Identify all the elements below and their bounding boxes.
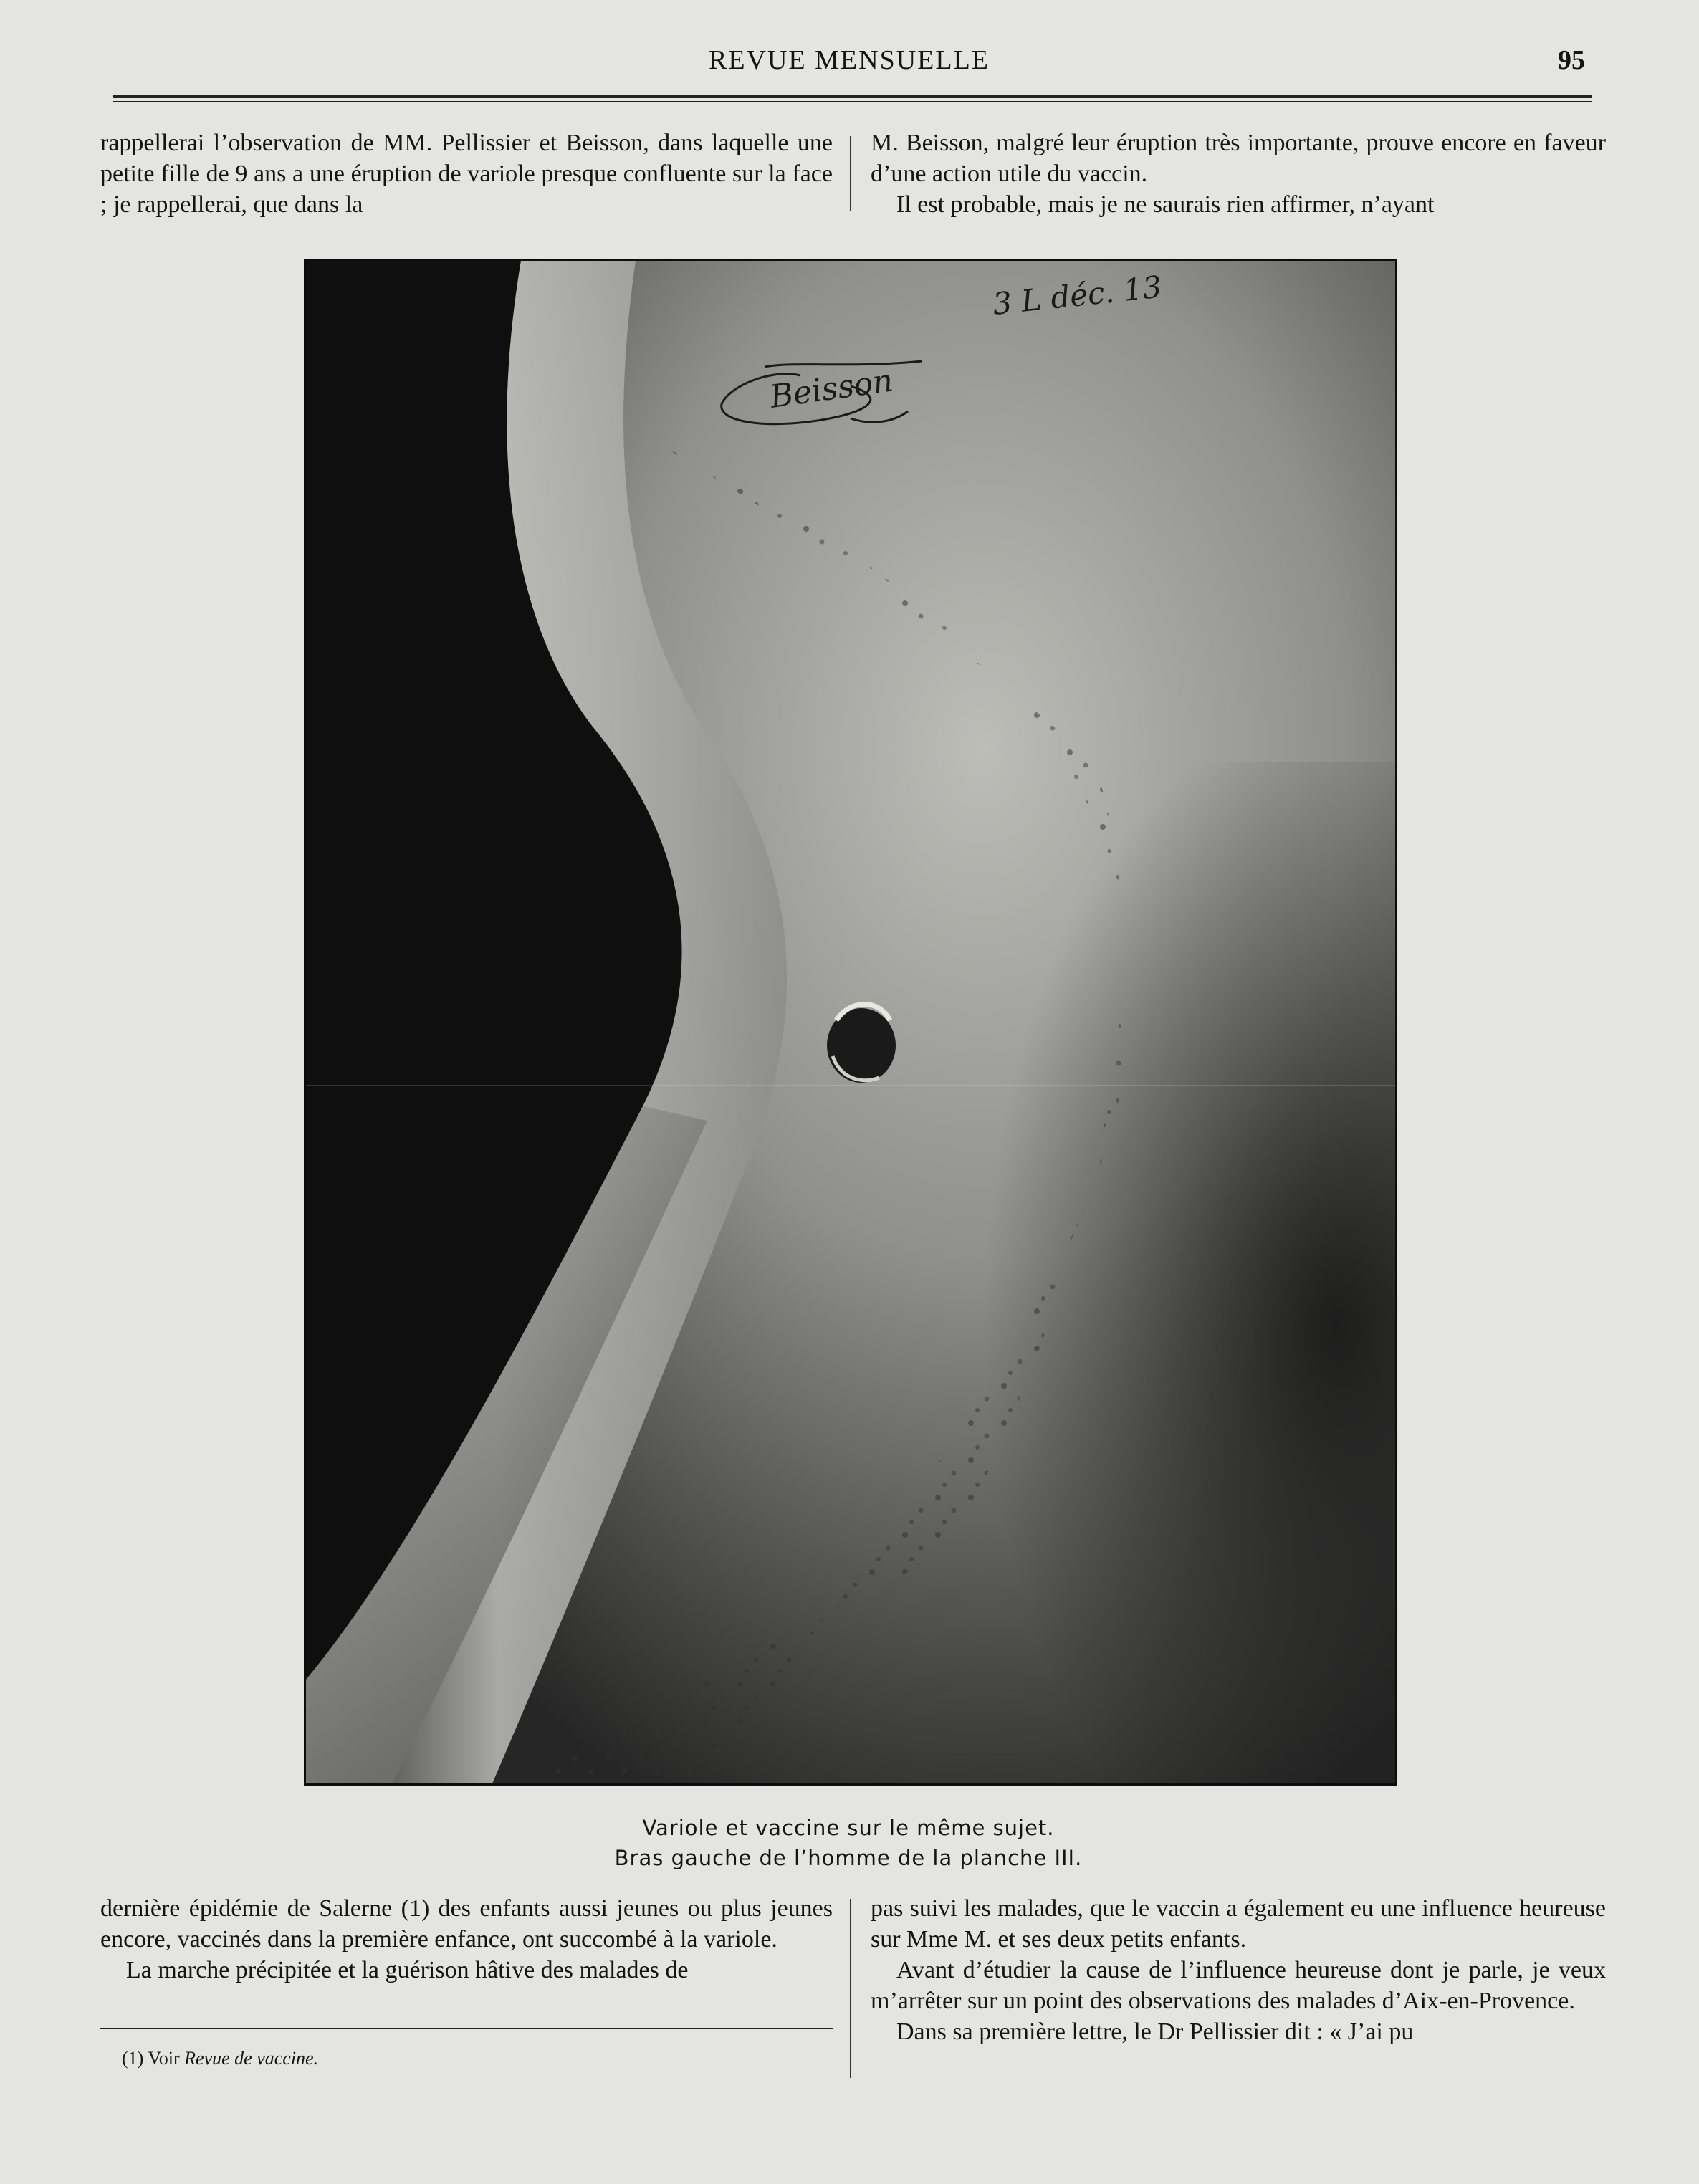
footnote [122,2048,318,2069]
top-right-paragraph-2: Il est probable, mais je ne saurais rien affirmer, n’ayant [896,191,1435,218]
top-right-column [871,128,1606,220]
photo-plate [304,259,1397,1786]
bottom-left-column [100,1893,833,1986]
bottom-right-paragraph-3: Dans sa première lettre, le Dr Pellissier dit : « J’ai pu [896,2018,1414,2045]
running-header [113,42,1585,80]
header-rule-thin [113,101,1592,102]
journal-title: REVUE MENSUELLE [708,45,990,75]
footnote-marker: (1) Voir [122,2048,180,2069]
handwritten-date: 3 L déc. 13 [990,269,1164,322]
header-rule [113,95,1592,98]
arm-photograph [306,261,1395,1783]
signature: Beisson [767,362,896,416]
bottom-left-paragraph-2: La marche précipitée et la guérison hâtive des malades de [126,1957,689,1983]
top-left-column [100,128,833,220]
bottom-left-paragraph-1: dernière épidémie de Salerne (1) des enfants aussi jeunes ou plus jeunes encore, vaccinés dans la première enfance, ont succombé à la variole. [100,1895,833,1953]
figure-caption-line-2: Bras gauche de l’homme de la planche III. [614,1846,1083,1870]
top-right-paragraph-1: M. Beisson, malgré leur éruption très importante, prouve encore en faveur d’une action utile du vaccin. [871,130,1606,187]
figure-caption-line-1: Variole et vaccine sur le même sujet. [642,1816,1055,1840]
bottom-right-column [871,1893,1606,2047]
footnote-rule [100,2028,833,2029]
bottom-right-paragraph-1: pas suivi les malades, que le vaccin a également eu une influence heureuse sur Mme M. et ses deux petits enfants. [871,1895,1606,1953]
page-number: 95 [1558,45,1585,75]
column-divider-bottom [850,1899,851,2078]
column-divider-top [850,136,851,211]
bottom-right-paragraph-2: Avant d’étudier la cause de l’influence heureuse dont je parle, je veux m’arrêter sur un point des observations des malades d’Aix-en-Provence. [871,1957,1606,2014]
top-left-text: rappellerai l’observation de MM. Pellissier et Beisson, dans laquelle une petite fille de 9 ans a une éruption de variole presque confluente sur la face ; je rappellerai, que dans la [100,130,833,218]
footnote-reference: Revue de vaccine. [184,2048,319,2069]
